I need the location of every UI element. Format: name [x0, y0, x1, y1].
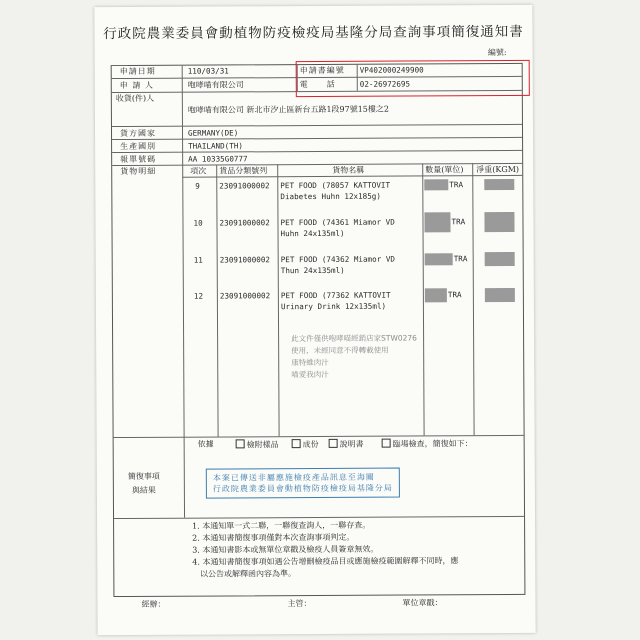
col-quantity: 數量(單位): [425, 165, 464, 175]
row-code: 23091000002: [219, 218, 270, 228]
reply-section-label: [128, 470, 160, 498]
basis-label: 依據: [197, 439, 214, 449]
app-no-value: VP402000249900: [359, 65, 424, 75]
supervisor-label: 主管：: [287, 599, 312, 609]
handler-label: 經辦：: [141, 599, 166, 609]
row-unit: TRA: [447, 290, 462, 300]
option-ingredients: [292, 439, 319, 450]
production-country-value: THAILAND(TH): [188, 141, 243, 151]
seal-label: 單位章戳：: [402, 598, 443, 608]
official-stamp: [206, 468, 400, 499]
col-item: 項次: [190, 166, 207, 176]
option-manual: [329, 439, 364, 450]
goods-section-label: 貨物明細: [120, 166, 157, 177]
app-no-label: 申請書編號: [299, 65, 345, 76]
rule: [216, 165, 218, 437]
document-title: 行政院農業委員會動植物防疫檢疫局基隆分局查詢事項簡復通知書: [103, 23, 524, 43]
note-4: 4. 本通知書簡復事項如遇公告增刪檢疫品目或應施檢疫範圍解釋不同時，應: [192, 556, 459, 567]
row-name-line2: Urinary Drink 12x135ml): [280, 301, 387, 312]
phone-label: 電 話: [299, 79, 336, 90]
applicant-value: 咆哮喵有限公司: [187, 80, 244, 90]
row-unit: TRA: [449, 180, 464, 190]
customs-no-label: 報單號碼: [120, 154, 157, 165]
row-name-line2: Huhn 24x135ml): [280, 228, 345, 239]
notification-document: [94, 5, 535, 635]
row-unit: TRA: [451, 217, 466, 227]
row-name-line2: Diabetes Huhn 12x185g): [280, 191, 381, 202]
rule: [112, 137, 522, 140]
option-inspection-label: 臨場檢查，簡復如下：: [392, 439, 473, 449]
row-name-line1: PET FOOD (74362 Miamor VD: [280, 254, 396, 265]
checkbox-icon: [236, 439, 245, 448]
note-1: 1. 本通知單一式二聯，一聯復查詢人，一聯存查。: [192, 520, 371, 531]
note-3: 3. 本通知書影本或無單位章戳及檢疫人員簽章無效。: [192, 544, 379, 555]
col-code: 貨品分類號列: [219, 166, 268, 176]
row-item: 12: [193, 291, 204, 301]
row-unit: TRA: [453, 254, 468, 264]
row-item: 10: [193, 218, 203, 228]
row-code: 23091000002: [219, 291, 271, 301]
option-samples: [236, 439, 279, 450]
date-label: 申請日期: [119, 66, 156, 77]
stamp-line2: 行政院農業委員會動植物防疫檢疫局基隆分局: [212, 483, 393, 494]
rule: [112, 124, 522, 127]
row-code: 23091000002: [219, 255, 271, 265]
serial-label: 編號:: [487, 47, 507, 58]
rule: [114, 516, 524, 519]
redaction: [424, 179, 448, 190]
checkbox-icon: [292, 439, 301, 448]
watermark-line: 使用，未經同意不得轉載使用: [291, 345, 389, 356]
rule: [277, 164, 279, 436]
watermark-line: 喵愛我肉汁: [291, 369, 329, 380]
checkbox-icon: [329, 439, 338, 448]
row-item: 11: [193, 255, 203, 265]
row-name-line1: PET FOOD (78057 KATTOVIT: [280, 180, 391, 191]
redaction: [484, 212, 514, 232]
highlight-box: [296, 60, 530, 97]
watermark-line: 此文件僅供咆哮喵經銷店家STW0276: [291, 333, 417, 344]
row-code: 23091000002: [219, 181, 270, 191]
option-samples-label: 檢附樣品: [246, 440, 279, 450]
trade-country-label: 貨方國家: [119, 128, 157, 139]
option-manual-label: 說明書: [339, 439, 364, 449]
customs-no-value: AA 10335G0777: [188, 154, 248, 164]
redaction: [485, 288, 515, 302]
applicant-label: 申 請 人: [119, 80, 154, 91]
date-value: 110/03/31: [187, 66, 229, 76]
rule: [472, 163, 474, 435]
note-4-cont: 以公告或解釋函內容為準。: [192, 569, 296, 579]
phone-value: 02-26972695: [359, 79, 411, 89]
rule: [182, 66, 185, 518]
redaction: [424, 212, 450, 232]
trade-country-value: GERMANY(DE): [187, 128, 239, 138]
redaction: [484, 179, 514, 190]
row-name-line2: Thun 24x135ml): [280, 265, 345, 276]
watermark-line: 康特維肉汁: [291, 357, 329, 368]
note-2: 2. 本通知書簡復事項僅對本次查詢事項判定。: [192, 532, 355, 543]
reply-label-line1: 簡復事項: [127, 471, 160, 481]
option-inspection: [382, 438, 473, 449]
redaction: [485, 252, 515, 266]
row-item: 9: [195, 181, 200, 191]
stamp-line1: 本案已傳送非屬應施檢疫產品訊息至海關: [212, 472, 375, 483]
recipient-value: 咆哮喵有限公司 新北市汐止區新台五路1段97號15樓之2: [187, 104, 390, 115]
form-frame: [111, 63, 526, 597]
col-name: 貨物名稱: [332, 165, 365, 175]
row-name-line1: PET FOOD (74361 Miamor VD: [280, 217, 395, 228]
option-ingredients-label: 成份: [302, 439, 319, 450]
col-weight: 淨重(KGM): [476, 164, 520, 175]
rule: [112, 150, 522, 153]
reply-label-line2: 與結果: [131, 485, 156, 495]
redaction: [425, 253, 453, 265]
recipient-label: 收貨(件)人: [115, 93, 155, 104]
production-country-label: 生產國別: [120, 141, 157, 152]
row-name-line1: PET FOOD (77362 KATTOVIT: [280, 290, 391, 301]
redaction: [425, 288, 447, 302]
checkbox-icon: [382, 439, 391, 448]
